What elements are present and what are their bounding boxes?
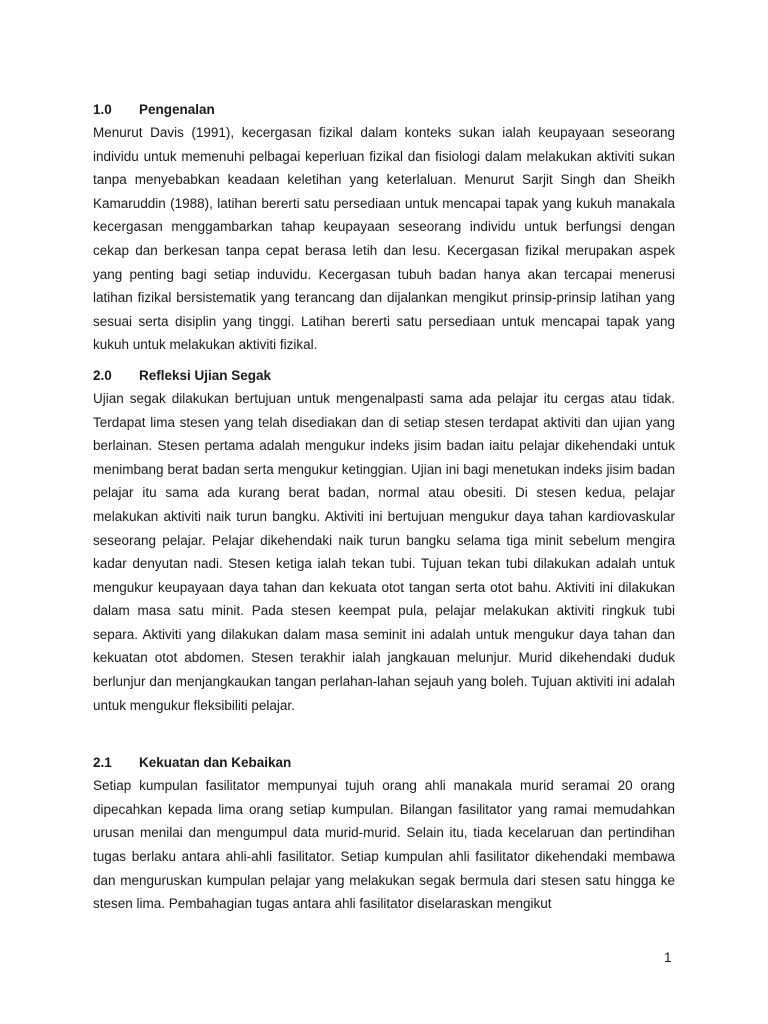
section-paragraph: Menurut Davis (1991), kecergasan fizikal dalam konteks sukan ialah keupayaan seseorang individu untuk memenuhi pelbagai keperluan fizikal dan fisiologi dalam melakukan aktiviti sukan tanpa menyebabkan keadaan keletihan yang keterlaluan. Menurut Sarjit Singh dan Sheikh Kamaruddin (1988), latihan bererti satu persediaan untuk mencapai tapak yang kukuh manakala kecergasan menggambarkan tahap keupayaan seseorang individu untuk berfungsi dengan cekap dan berkesan tanpa cepat berasa letih dan lesu. Kecergasan fizikal merupakan aspek yang penting bagi setiap induvidu. Kecergasan tubuh badan hanya akan tercapai menerusi latihan fizikal bersistematik yang terancang dan dijalankan mengikut prinsip-prinsip latihan yang sesuai serta disiplin yang tinggi. Latihan bererti satu persediaan untuk mencapai tapak yang kukuh untuk melakukan aktiviti fizikal. — [93, 125, 675, 353]
section-number: 2.1 — [93, 755, 112, 771]
document-page — [93, 99, 675, 916]
section-heading — [93, 752, 675, 774]
section-kekuatan-dan-kebaikan — [93, 752, 675, 916]
section-refleksi-ujian-segak — [93, 365, 675, 717]
section-pengenalan — [93, 99, 675, 357]
page-number: 1 — [664, 950, 672, 965]
section-number: 1.0 — [93, 102, 112, 117]
section-heading — [93, 365, 675, 387]
section-title: Pengenalan — [139, 102, 215, 117]
section-title: Kekuatan dan Kebaikan — [139, 755, 292, 771]
section-title: Refleksi Ujian Segak — [139, 367, 272, 383]
section-paragraph: Setiap kumpulan fasilitator mempunyai tujuh orang ahli manakala murid seramai 20 orang dipecahkan kepada lima orang setiap kumpulan. Bilangan fasilitator yang ramai memudahkan urusan menilai dan mengumpul data murid-murid. Selain itu, tiada kecelaruan dan pertindihan tugas berlaku antara ahli-ahli fasilitator. Setiap kumpulan ahli fasilitator dikehendaki membawa dan menguruskan kumpulan pelajar yang melakukan segak bermula dari stesen satu hingga ke stesen lima. Pembahagian tugas antara ahli fasilitator diselaraskan mengikut — [93, 778, 675, 912]
section-heading — [93, 99, 675, 121]
section-paragraph: Ujian segak dilakukan bertujuan untuk mengenalpasti sama ada pelajar itu cergas atau tidak. Terdapat lima stesen yang telah disediakan dan di setiap stesen terdapat aktiviti dan ujian yang berlainan. Stesen pertama adalah mengukur indeks jisim badan iaitu pelajar dikehendaki untuk menimbang berat badan serta mengukur ketinggian. Ujian ini bagi menetukan indeks jisim badan pelajar itu sama ada kurang berat badan, normal atau obesiti. Di stesen kedua, pelajar melakukan aktiviti naik turun bangku. Aktiviti ini bertujuan mengukur daya tahan kardiovaskular seseorang pelajar. Pelajar dikehendaki naik turun bangku selama tiga minit sebelum mengira kadar denyutan nadi. Stesen ketiga ialah tekan tubi. Tujuan tekan tubi dilakukan adalah untuk mengukur keupayaan daya tahan dan kekuata otot tangan serta otot bahu. Aktiviti ini dilakukan dalam masa satu minit. Pada stesen keempat pula, pelajar melakukan aktiviti ringkuk tubi separa. Aktiviti yang dilakukan dalam masa seminit ini adalah untuk mengukur daya tahan dan kekuatan otot abdomen. Stesen terakhir ialah jangkauan melunjur. Murid dikehendaki duduk berlunjur dan menjangkaukan tangan perlahan-lahan sejauh yang boleh. Tujuan aktiviti ini adalah untuk mengukur fleksibiliti pelajar. — [93, 390, 675, 713]
section-number: 2.0 — [93, 367, 112, 383]
